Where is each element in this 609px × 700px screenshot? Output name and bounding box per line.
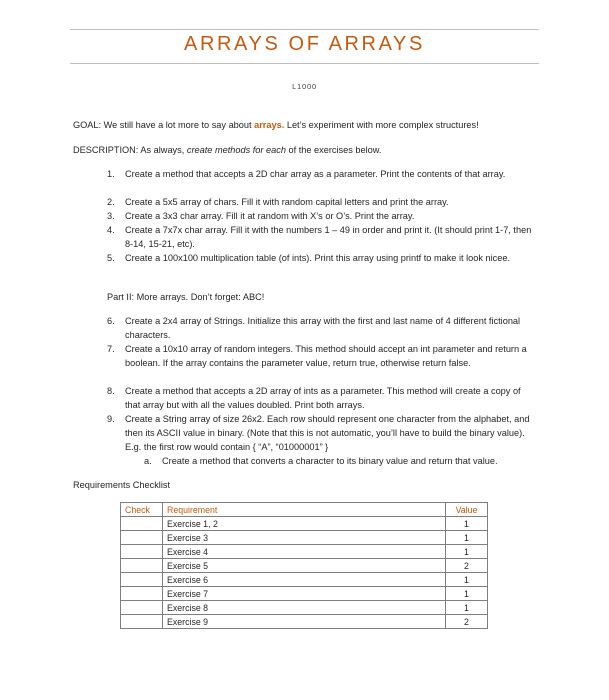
value-cell: 1: [446, 545, 488, 559]
value-cell: 1: [446, 517, 488, 531]
value-column-header: Value: [446, 503, 488, 517]
sub-exercise-item: [144, 456, 498, 466]
table-row: [121, 531, 488, 545]
exercise-number: 6.: [107, 316, 115, 326]
exercise-item: [107, 223, 537, 251]
description-emphasis: create methods for each: [186, 145, 286, 155]
exercise-item: [107, 167, 537, 181]
exercise-text: Create a method that accepts a 2D char array as a parameter. Print the contents of that array.: [125, 169, 506, 179]
goal-suffix: Let’s experiment with more complex structures!: [284, 120, 479, 130]
table-row: [121, 601, 488, 615]
exercise-item: [107, 195, 537, 209]
exercise-text: Create a 100x100 multiplication table (of ints). Print this array using printf to make it look nicee.: [125, 253, 511, 263]
exercise-item: [107, 209, 537, 223]
check-cell[interactable]: [121, 601, 163, 615]
requirements-table: [120, 502, 488, 629]
exercise-number: 5.: [107, 253, 115, 263]
exercise-number: 4.: [107, 225, 115, 235]
exercise-number: 2.: [107, 197, 115, 207]
check-cell[interactable]: [121, 531, 163, 545]
requirement-cell: Exercise 8: [163, 601, 446, 615]
exercise-item: [107, 314, 537, 342]
goal-highlight: arrays.: [254, 120, 285, 130]
check-cell[interactable]: [121, 587, 163, 601]
requirement-cell: Exercise 9: [163, 615, 446, 629]
table-row: [121, 587, 488, 601]
table-row: [121, 545, 488, 559]
checklist-heading: Requirements Checklist: [73, 480, 171, 490]
check-column-header: Check: [121, 503, 163, 517]
exercise-number: 9.: [107, 414, 115, 424]
exercise-item: [107, 251, 537, 265]
top-rule: [70, 29, 539, 30]
requirement-cell: Exercise 7: [163, 587, 446, 601]
description-suffix: of the exercises below.: [285, 145, 382, 155]
goal-paragraph: [73, 120, 479, 130]
value-cell: 1: [446, 573, 488, 587]
requirement-column-header: Requirement: [163, 503, 446, 517]
part2-heading: Part II: More arrays. Don’t forget: ABC!: [107, 292, 265, 302]
check-cell[interactable]: [121, 615, 163, 629]
table-row: [121, 573, 488, 587]
description-paragraph: [73, 145, 381, 155]
exercise-number: 7.: [107, 344, 115, 354]
exercise-text: Create a 5x5 array of chars. Fill it with random capital letters and print the array.: [125, 197, 449, 207]
value-cell: 1: [446, 531, 488, 545]
table-header-row: [121, 503, 488, 517]
exercise-text: Create a 7x7x char array. Fill it with the numbers 1 – 49 in order and print it. (It should print 1-7, then 8-14, 15-21, etc).: [125, 225, 532, 249]
check-cell[interactable]: [121, 559, 163, 573]
exercise-text: Create a 10x10 array of random integers. This method should accept an int parameter and return a boolean. If the array contains the parameter value, return true, otherwise return false.: [125, 344, 527, 368]
title-underline: [70, 63, 539, 64]
check-cell[interactable]: [121, 545, 163, 559]
page-title: ARRAYS OF ARRAYS: [184, 33, 425, 55]
value-cell: 1: [446, 587, 488, 601]
goal-prefix: GOAL: We still have a lot more to say about: [73, 120, 255, 130]
check-cell[interactable]: [121, 517, 163, 531]
exercise-number: 3.: [107, 211, 115, 221]
exercise-text: Create a 3x3 char array. Fill it at random with X’s or O’s. Print the array.: [125, 211, 415, 221]
requirement-cell: Exercise 6: [163, 573, 446, 587]
description-prefix: DESCRIPTION: As always,: [73, 145, 187, 155]
exercise-text: Create a String array of size 26x2. Each row should represent one character from the alphabet, and then its ASCII value in binary. (Note that this is not automatic, you’ll have to build the binary value). E.g. the first row would contain { “A”, “01000001” }: [125, 414, 530, 452]
value-cell: 1: [446, 601, 488, 615]
value-cell: 2: [446, 559, 488, 573]
exercise-text: Create a method that accepts a 2D array of ints as a parameter. This method will create a copy of that array but with all the values doubled. Print both arrays.: [125, 386, 521, 410]
requirement-cell: Exercise 4: [163, 545, 446, 559]
lesson-code: L1000: [292, 82, 317, 91]
table-row: [121, 559, 488, 573]
table-row: [121, 517, 488, 531]
value-cell: 2: [446, 615, 488, 629]
check-cell[interactable]: [121, 573, 163, 587]
requirement-cell: Exercise 1, 2: [163, 517, 446, 531]
exercise-item: [107, 384, 537, 412]
requirement-cell: Exercise 5: [163, 559, 446, 573]
requirement-cell: Exercise 3: [163, 531, 446, 545]
sub-exercise-text: Create a method that converts a character to its binary value and return that value.: [162, 456, 498, 466]
table-row: [121, 615, 488, 629]
sub-exercise-letter: a.: [144, 456, 152, 466]
exercise-number: 1.: [107, 169, 115, 179]
exercise-item: [107, 412, 537, 454]
exercise-item: [107, 342, 537, 370]
exercise-number: 8.: [107, 386, 115, 396]
exercise-text: Create a 2x4 array of Strings. Initialize this array with the first and last name of 4 different fictional characters.: [125, 316, 521, 340]
